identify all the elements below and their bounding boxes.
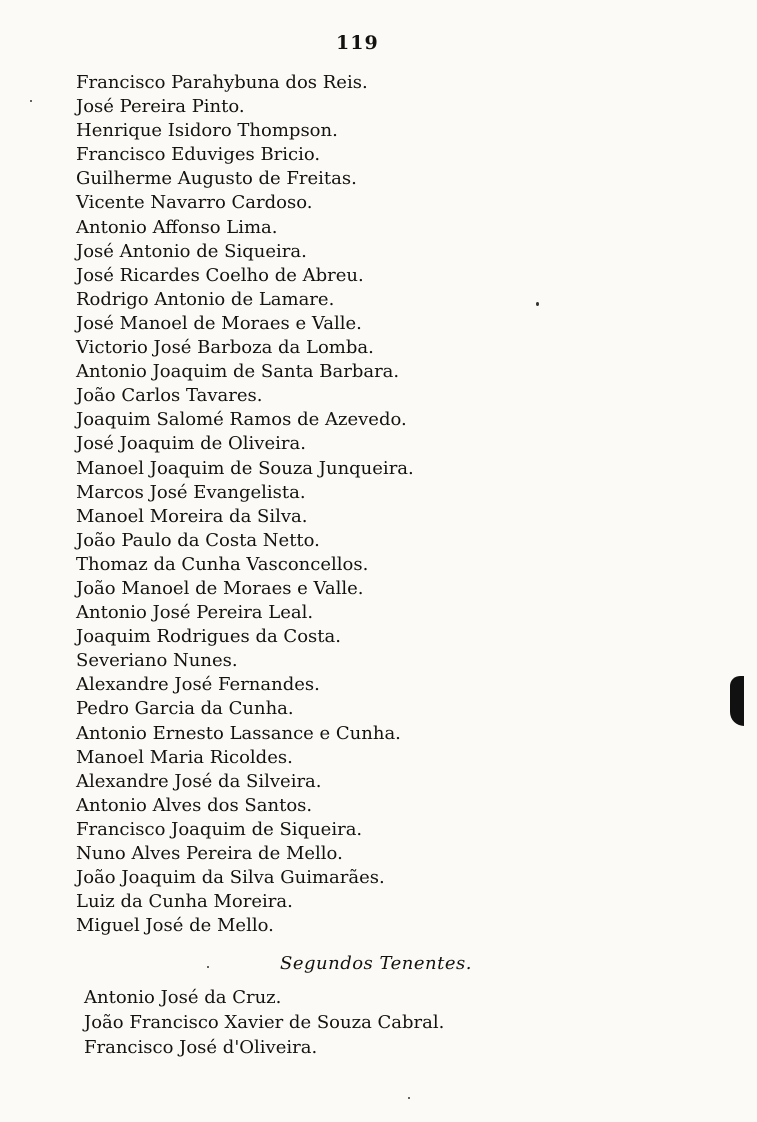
list-item: Pedro Garcia da Cunha. [76, 698, 294, 720]
list-item: Francisco Joaquim de Siqueira. [76, 818, 363, 840]
list-item: Antonio José da Cruz. [84, 987, 282, 1008]
ink-speck [207, 966, 209, 968]
list-item: Severiano Nunes. [76, 650, 238, 672]
list-item: Alexandre José da Silveira. [76, 770, 322, 792]
section-heading: Segundos Tenentes. [280, 953, 472, 974]
list-item: Manoel Moreira da Silva. [76, 505, 308, 527]
list-item: Guilherme Augusto de Freitas. [76, 168, 357, 190]
list-item: Nuno Alves Pereira de Mello. [76, 843, 343, 864]
list-item: Manoel Joaquim de Souza Junqueira. [76, 457, 414, 479]
list-item: Joaquim Salomé Ramos de Azevedo. [76, 409, 407, 431]
list-item: João Manoel de Moraes e Valle. [76, 577, 364, 599]
list-item: José Antonio de Siqueira. [76, 240, 307, 262]
list-item: Antonio Affonso Lima. [76, 216, 278, 238]
list-item: José Pereira Pinto. [76, 96, 245, 118]
list-item: José Manoel de Moraes e Valle. [76, 312, 362, 334]
ink-speck [408, 1097, 410, 1099]
ink-speck [30, 100, 32, 102]
page-number: 119 [336, 32, 379, 54]
name-list [76, 71, 414, 938]
list-item: Francisco Parahybuna dos Reis. [76, 72, 368, 93]
list-item: Francisco José d'Oliveira. [84, 1037, 318, 1058]
list-item: Antonio José Pereira Leal. [76, 602, 314, 624]
list-item: Antonio Alves dos Santos. [76, 794, 313, 816]
list-item: Luiz da Cunha Moreira. [76, 891, 293, 913]
list-item: Rodrigo Antonio de Lamare. [76, 288, 335, 310]
list-item: Henrique Isidoro Thompson. [76, 120, 338, 142]
list-item: Alexandre José Fernandes. [76, 674, 320, 696]
ink-speck [536, 302, 539, 306]
list-item: Marcos José Evangelista. [76, 481, 306, 503]
list-item: João Joaquim da Silva Guimarães. [76, 867, 385, 889]
list-item: Vicente Navarro Cardoso. [76, 192, 313, 214]
list-item: Thomaz da Cunha Vasconcellos. [76, 553, 369, 575]
list-item: Antonio Joaquim de Santa Barbara. [76, 361, 400, 383]
list-item: Joaquim Rodrigues da Costa. [76, 626, 341, 648]
list-item: Antonio Ernesto Lassance e Cunha. [76, 722, 401, 744]
list-item: Victorio José Barboza da Lomba. [76, 337, 374, 359]
binding-shadow-mark [730, 676, 744, 726]
list-item: João Paulo da Costa Netto. [76, 529, 320, 551]
list-item: Miguel José de Mello. [76, 915, 274, 937]
list-item: José Joaquim de Oliveira. [76, 433, 306, 455]
second-name-list [84, 985, 444, 1060]
list-item: João Carlos Tavares. [76, 385, 263, 407]
list-item: Francisco Eduviges Bricio. [76, 144, 321, 166]
list-item: José Ricardes Coelho de Abreu. [76, 264, 364, 286]
list-item: João Francisco Xavier de Souza Cabral. [84, 1012, 445, 1033]
list-item: Manoel Maria Ricoldes. [76, 746, 293, 768]
